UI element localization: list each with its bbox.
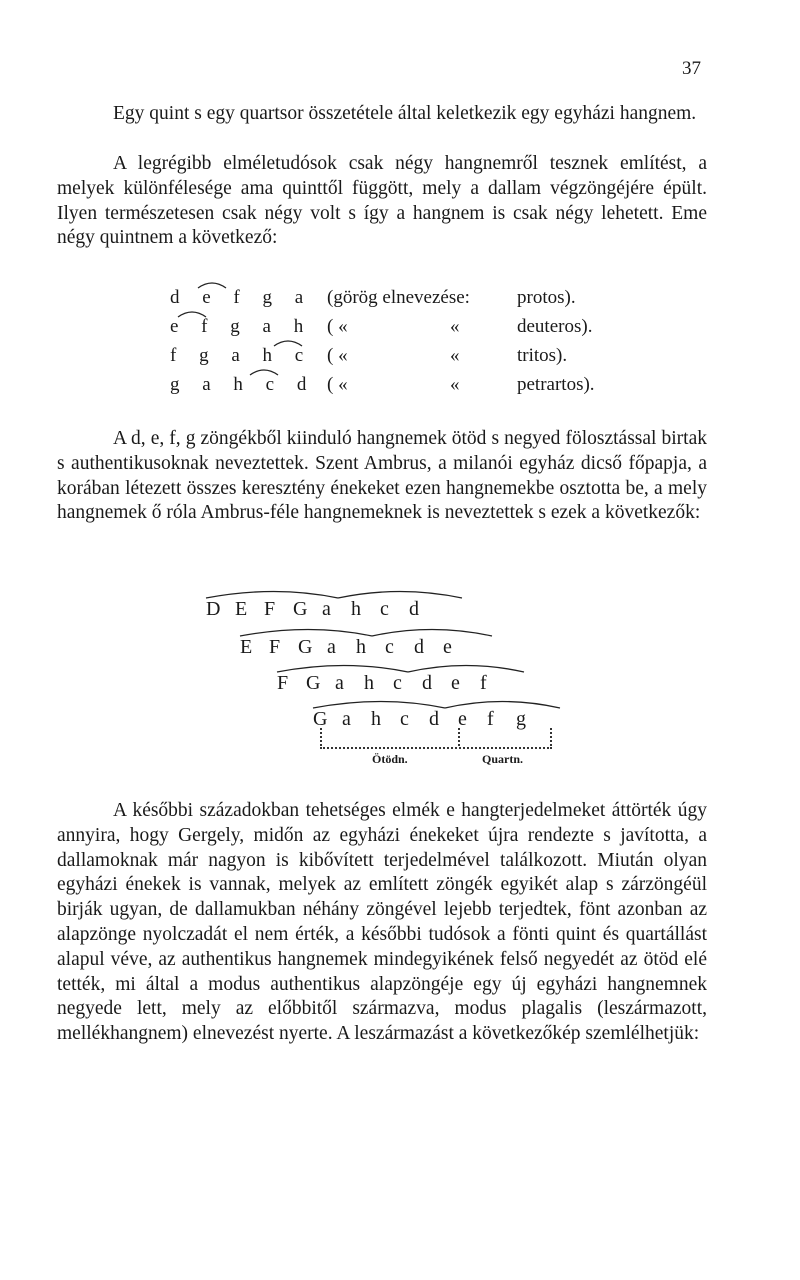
scale-note: h — [356, 636, 366, 658]
mode-quote: « — [450, 345, 460, 366]
mode-open: (görög elnevezése: — [327, 287, 470, 308]
scale-note: g — [516, 708, 526, 730]
scale-note: h — [371, 708, 381, 730]
interval-tick — [458, 728, 462, 746]
scale-note: E — [235, 598, 248, 620]
scale-note: F — [264, 598, 276, 620]
scale-note: d — [409, 598, 419, 620]
mode-open: ( « — [327, 316, 348, 337]
label-fifth: Ötödn. — [372, 752, 408, 766]
paragraph-1: Egy quint s egy quartsor összetétele által keletkezik egy egyházi hangnem. — [113, 103, 697, 124]
scale-note: c — [393, 672, 402, 694]
ambrosian-scale-row — [240, 636, 472, 659]
scale-note: c — [400, 708, 409, 730]
scale-note: a — [322, 598, 331, 620]
mode-notes: f g a h c — [170, 345, 313, 366]
ambrosian-scale-row — [206, 598, 438, 621]
ambrosian-scale-row — [313, 708, 545, 731]
mode-open: ( « — [327, 374, 348, 395]
mode-name: petrartos). — [517, 374, 595, 395]
scale-note: a — [342, 708, 351, 730]
scale-note: F — [277, 672, 289, 694]
scale-note: f — [480, 672, 487, 694]
interval-dotted-line — [320, 735, 552, 749]
page-number: 37 — [682, 58, 701, 79]
mode-quote: « — [450, 316, 460, 337]
scale-note: G — [298, 636, 313, 658]
scale-note: c — [380, 598, 389, 620]
interval-tick — [320, 728, 324, 746]
scale-note: h — [364, 672, 374, 694]
mode-notes: d e f g a — [170, 287, 313, 308]
paragraph-3: A d, e, f, g zöngékből kiinduló hangnemek ötöd s negyed fölosztással birtak s authentikusoknak neveztettek. Szent Ambrus, a milanói egyház dicső főpapja, a korában létezett összes keresztény énekeket ezen hangnemekbe osztotta be, a mely hangnemek ő róla Ambrus-féle hangnemeknek is neveztettek s ezek a következők: — [57, 428, 707, 524]
scale-note: c — [385, 636, 394, 658]
scale-note: E — [240, 636, 253, 658]
scale-note: f — [487, 708, 494, 730]
mode-notes: e f g a h — [170, 316, 313, 337]
label-fourth: Quartn. — [482, 752, 524, 766]
scale-note: h — [351, 598, 361, 620]
scale-note: d — [429, 708, 439, 730]
scale-note: G — [306, 672, 321, 694]
mode-notes: g a h c d — [170, 374, 316, 395]
mode-quote: « — [450, 374, 460, 395]
scale-note: a — [327, 636, 336, 658]
mode-name: tritos). — [517, 345, 568, 366]
mode-name: protos). — [517, 287, 576, 308]
scale-note: G — [293, 598, 308, 620]
scale-note: a — [335, 672, 344, 694]
interval-tick — [550, 728, 554, 746]
scale-note: D — [206, 598, 221, 620]
scale-note: G — [313, 708, 328, 730]
paragraph-4: A későbbi századokban tehetséges elmék e hangterjedelmeket áttörték úgy annyira, hogy Gergely, midőn az egyházi énekeket újra rendezte s javította, a dallamoknak már nagyon is kibővített terjedelmével találkozott. Miután olyan egyházi énekek is vannak, melyek az említett zöngék egyikét alap s zárzöngéül birják ugyan, de dallamukban néhány zöngével lejebb terjedtek, fönt azonban az alapzönge nyolczadát el nem érték, a későbbi tudósok a fönti quint és quartállást alapul véve, az authentikus hangnemek mindegyikének felső negyedét az ötöd elé tették, mi által a modus authentikus alapzöngéje egy új egyházi hangnemnek negyede lett, mely az előbbitől származva, modus plagalis (leszármazott, mellékhangnem) elnevezést nyerte. A leszármazást a következőkép szemlélhetjük: — [57, 800, 707, 1045]
scale-note: e — [451, 672, 460, 694]
paragraph-2: A legrégibb elméletudósok csak négy hangnemről tesznek említést, a melyek különfélesége ama quinttől függött, mely a dallam végzöngéjére épült. Ilyen természetesen csak négy volt s így a hangnem is csak négy lehetett. Eme négy quintnem a következő: — [57, 153, 707, 249]
scale-note: d — [422, 672, 432, 694]
ambrosian-scale-row — [277, 672, 509, 695]
scale-note: e — [458, 708, 467, 730]
mode-open: ( « — [327, 345, 348, 366]
scale-note: e — [443, 636, 452, 658]
mode-name: deuteros). — [517, 316, 593, 337]
scale-note: F — [269, 636, 281, 658]
scale-note: d — [414, 636, 424, 658]
